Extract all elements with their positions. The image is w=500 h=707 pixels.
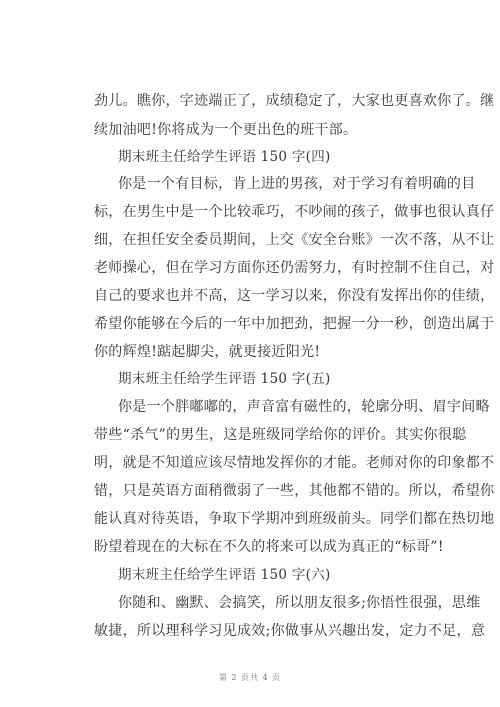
paragraph-line: 劲儿。瞧你，字迹端正了，成绩稳定了，大家也更喜欢你了。继 [94, 93, 495, 109]
paragraph-line: 你是一个有目标，肯上进的男孩，对于学习有着明确的目 [118, 176, 476, 192]
paragraph-line: 续加油吧!你将成为一个更出色的班干部。 [94, 122, 358, 138]
paragraph-line: 明，就是不知道应该尽情地发挥你的才能。老师对你的印象都不 [94, 455, 495, 471]
paragraph-line: 自己的要求也并不高，这一学习以来，你没有发挥出你的佳绩， [94, 288, 495, 304]
paragraph-line: 能认真对待英语，争取下学期冲到班级前头。同学们都在热切地 [94, 511, 495, 527]
paragraph-line: 标，在男生中是一个比较乖巧，不吵闹的孩子，做事也很认真仔 [94, 204, 495, 220]
paragraph-line: 错，只是英语方面稍微弱了一些，其他都不错的。所以，希望你 [94, 483, 495, 499]
page-footer: 第 2 页共 4 页 [218, 673, 282, 682]
paragraph-line: 老师操心，但在学习方面你还仍需努力，有时控制不住自己，对 [94, 260, 495, 276]
paragraph-line: 你的辉煌!踮起脚尖，就更接近阳光! [94, 344, 321, 360]
paragraph-line: 细，在担任安全委员期间，上交《安全台账》一次不落，从不让 [94, 232, 495, 248]
paragraph-line: 你是一个胖嘟嘟的，声音富有磁性的，轮廓分明、眉宇间略 [118, 399, 490, 415]
section-heading: 期末班主任给学生评语 150 字(六) [118, 567, 331, 583]
section-heading: 期末班主任给学生评语 150 字(四) [118, 149, 331, 165]
paragraph-line: 带些“杀气”的男生，这是班级同学给你的评价。其实你很聪 [94, 427, 467, 443]
section-heading: 期末班主任给学生评语 150 字(五) [118, 371, 331, 387]
paragraph-line: 敏捷，所以理科学习见成效;你做事从兴趣出发，定力不足，意 [94, 623, 486, 639]
paragraph-line: 你随和、幽默、会搞笑，所以朋友很多;你悟性很强，思维 [118, 595, 481, 611]
paragraph-line: 盼望着现在的大标在不久的将来可以成为真正的“标哥”! [94, 539, 444, 555]
paragraph-line: 希望你能够在今后的一年中加把劲，把握一分一秒，创造出属于 [94, 316, 495, 332]
